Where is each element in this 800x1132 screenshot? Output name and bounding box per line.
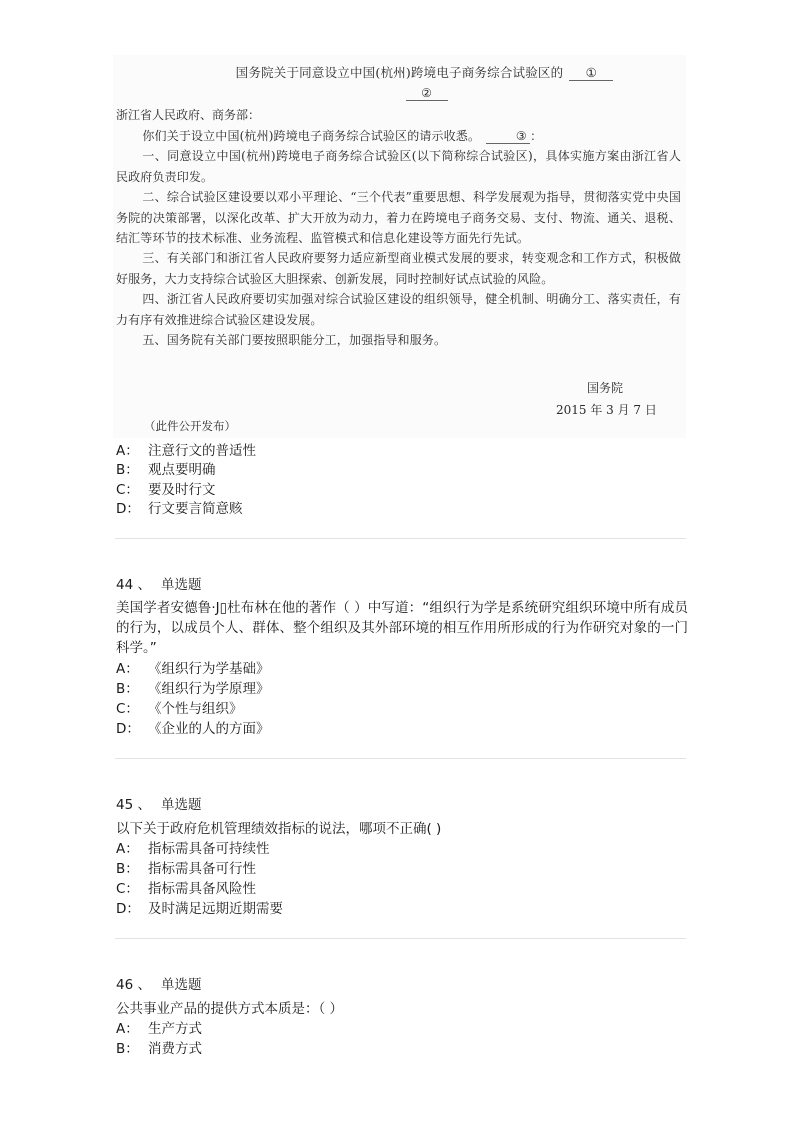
q43-option-a[interactable] [116, 441, 256, 461]
document-paragraph: 三、有关部门和浙江省人民政府要努力适应新型商业模式发展的要求，转变观念和工作方式，积极做好服务，大力支持综合试验区大胆探索、创新发展，同时控制好试点试验的风险。 [116, 251, 681, 286]
q44-option-a[interactable] [116, 659, 270, 679]
request-text: 你们关于设立中国(杭州)跨境电子商务综合试验区的请示收悉。 [142, 129, 481, 143]
document-body [116, 126, 681, 350]
option-key: B： [116, 1041, 139, 1057]
question-type: 单选题 [160, 577, 202, 593]
option-key: B： [116, 462, 139, 478]
question-divider [115, 758, 686, 759]
document-paragraph: 四、浙江省人民政府要切实加强对综合试验区建设的组织领导，健全机制、明确分工、落实责任，有力有序有效推进综合试验区建设发展。 [116, 292, 681, 327]
question-type: 单选题 [160, 977, 202, 993]
option-key: A： [116, 443, 139, 459]
q44-option-b[interactable] [116, 679, 270, 699]
q43-option-d[interactable] [116, 499, 243, 519]
blank-1: ① [569, 66, 613, 81]
option-key: B： [116, 861, 139, 877]
option-text: 指标需具备可持续性 [148, 841, 270, 857]
question-divider [115, 938, 686, 939]
q45-option-c[interactable] [116, 879, 256, 899]
question-type: 单选题 [160, 797, 202, 813]
q46-stem: 公共事业产品的提供方式本质是：（ ） [116, 1001, 344, 1017]
document-date: 2015 年 3 月 7 日 [556, 403, 657, 417]
document-paragraph-request [116, 126, 681, 146]
document-paragraph: 二、综合试验区建设要以邓小平理论、“三个代表”重要思想、科学发展观为指导，贯彻落实党中央国务院的决策部署，以深化改革、扩大开放为动力，着力在跨境电子商务交易、支付、物流、通关、退税、结汇等环节的技术标准、业务流程、监管模式和信息化建设等方面先行先试。 [116, 190, 681, 246]
option-text: 《组织行为学原理》 [148, 681, 270, 697]
option-text: 《组织行为学基础》 [148, 661, 270, 677]
option-key: C： [116, 881, 139, 897]
scanned-document-image [113, 55, 686, 438]
option-key: D： [116, 501, 140, 517]
option-text: 指标需具备可行性 [148, 861, 256, 877]
q44-option-c[interactable] [116, 699, 243, 719]
option-text: 生产方式 [148, 1021, 202, 1037]
q45-header [116, 795, 201, 815]
blank-3-suffix: ： [530, 129, 543, 143]
document-addressee: 浙江省人民政府、商务部： [116, 108, 261, 122]
option-key: B： [116, 681, 139, 697]
blank-3: ③ [486, 129, 530, 144]
q43-option-b[interactable] [116, 460, 216, 480]
q46-header [116, 975, 201, 995]
q46-option-a[interactable] [116, 1019, 202, 1039]
q46-option-b[interactable] [116, 1039, 202, 1059]
option-text: 《个性与组织》 [148, 701, 243, 717]
option-key: A： [116, 841, 139, 857]
q44-stem: 美国学者安德鲁·J▯杜布林在他的著作（ ）中写道：“组织行为学是系统研究组织环境中所有成员的行为，以成员个人、群体、整个组织及其外部环境的相互作用所形成的行为作研究对象的一门科学。” [116, 600, 688, 656]
document-title-line2 [113, 83, 686, 103]
option-key: D： [116, 901, 140, 917]
question-divider [115, 538, 686, 539]
option-text: 行文要言简意赅 [148, 501, 243, 517]
document-signer: 国务院 [587, 381, 624, 395]
document-paragraph: 一、同意设立中国(杭州)跨境电子商务综合试验区(以下简称综合试验区)，具体实施方案由浙江省人民政府负责印发。 [116, 149, 681, 184]
q45-option-d[interactable] [116, 899, 283, 919]
q43-option-c[interactable] [116, 480, 216, 500]
blank-2: ② [406, 86, 448, 101]
question-number: 46 、 [116, 977, 151, 993]
option-text: 要及时行文 [148, 482, 216, 498]
q44-header [116, 575, 201, 595]
option-key: A： [116, 661, 139, 677]
option-text: 《企业的人的方面》 [148, 721, 270, 737]
option-text: 注意行文的普适性 [148, 443, 256, 459]
question-number: 44 、 [116, 577, 151, 593]
document-title-text: 国务院关于同意设立中国(杭州)跨境电子商务综合试验区的 [235, 65, 564, 80]
document-publish-note: （此件公开发布） [144, 419, 236, 433]
option-key: C： [116, 701, 139, 717]
q44-option-d[interactable] [116, 719, 270, 739]
option-text: 观点要明确 [148, 462, 216, 478]
option-text: 及时满足远期近期需要 [148, 901, 283, 917]
option-key: A： [116, 1021, 139, 1037]
q45-stem: 以下关于政府危机管理绩效指标的说法，哪项不正确( ) [116, 821, 442, 837]
option-text: 指标需具备风险性 [148, 881, 256, 897]
q45-option-a[interactable] [116, 839, 270, 859]
q45-option-b[interactable] [116, 859, 256, 879]
document-paragraph: 五、国务院有关部门要按照职能分工，加强指导和服务。 [142, 333, 447, 348]
option-key: C： [116, 482, 139, 498]
document-title [113, 63, 686, 83]
question-number: 45 、 [116, 797, 151, 813]
option-key: D： [116, 721, 140, 737]
option-text: 消费方式 [148, 1041, 202, 1057]
